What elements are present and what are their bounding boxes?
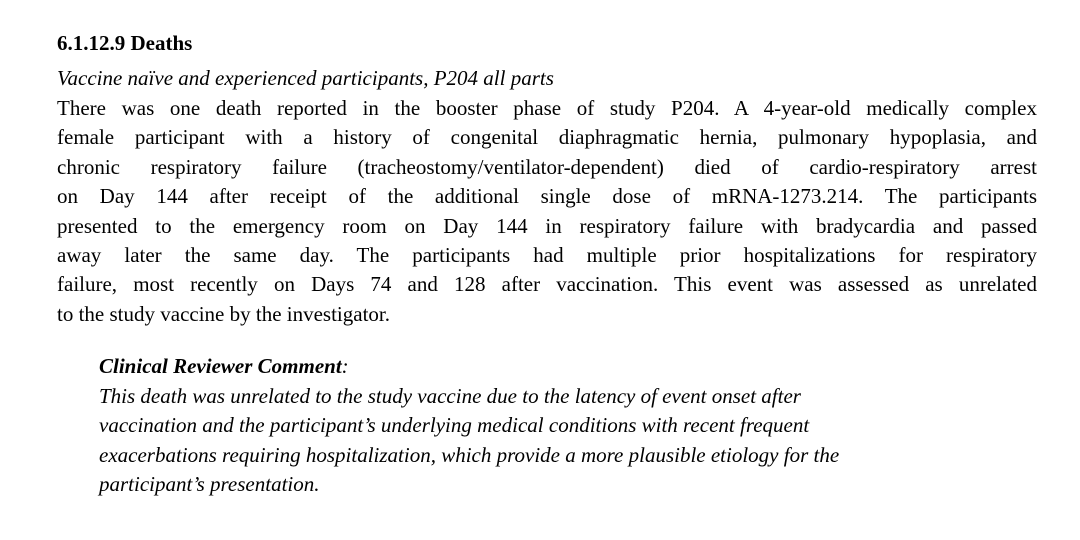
section-subheading: Vaccine naïve and experienced participants, P204 all parts bbox=[57, 66, 554, 90]
body-line: away later the same day. The participants had multiple prior hospitalizations for respiratory bbox=[57, 242, 1037, 267]
section-heading: 6.1.12.9 Deaths bbox=[57, 31, 193, 55]
reviewer-comment-colon: : bbox=[341, 354, 349, 378]
reviewer-comment-title: Clinical Reviewer Comment bbox=[99, 354, 342, 378]
comment-line: This death was unrelated to the study vaccine due to the latency of event onset after bbox=[99, 383, 801, 408]
body-line: to the study vaccine by the investigator. bbox=[57, 301, 391, 326]
body-paragraph bbox=[57, 94, 1037, 329]
body-line: on Day 144 after receipt of the additional single dose of mRNA-1273.214. The participants bbox=[57, 184, 1037, 209]
reviewer-comment-heading bbox=[99, 352, 999, 382]
body-line: presented to the emergency room on Day 144 in respiratory failure with bradycardia and passed bbox=[57, 213, 1037, 238]
reviewer-comment bbox=[99, 352, 999, 500]
body-line: There was one death reported in the booster phase of study P204. A 4-year-old medically complex bbox=[57, 96, 1037, 120]
comment-line: vaccination and the participant’s underlying medical conditions with recent frequent bbox=[99, 413, 810, 437]
comment-line: participant’s presentation. bbox=[99, 472, 320, 496]
body-line: failure, most recently on Days 74 and 128 after vaccination. This event was assessed as unrelated bbox=[57, 272, 1037, 297]
body-line: chronic respiratory failure (tracheostomy/ventilator-dependent) died of cardio-respiratory arrest bbox=[57, 154, 1037, 179]
comment-line: exacerbations requiring hospitalization, which provide a more plausible etiology for the bbox=[99, 442, 840, 467]
body-line: female participant with a history of congenital diaphragmatic hernia, pulmonary hypoplasia, and bbox=[57, 125, 1037, 150]
